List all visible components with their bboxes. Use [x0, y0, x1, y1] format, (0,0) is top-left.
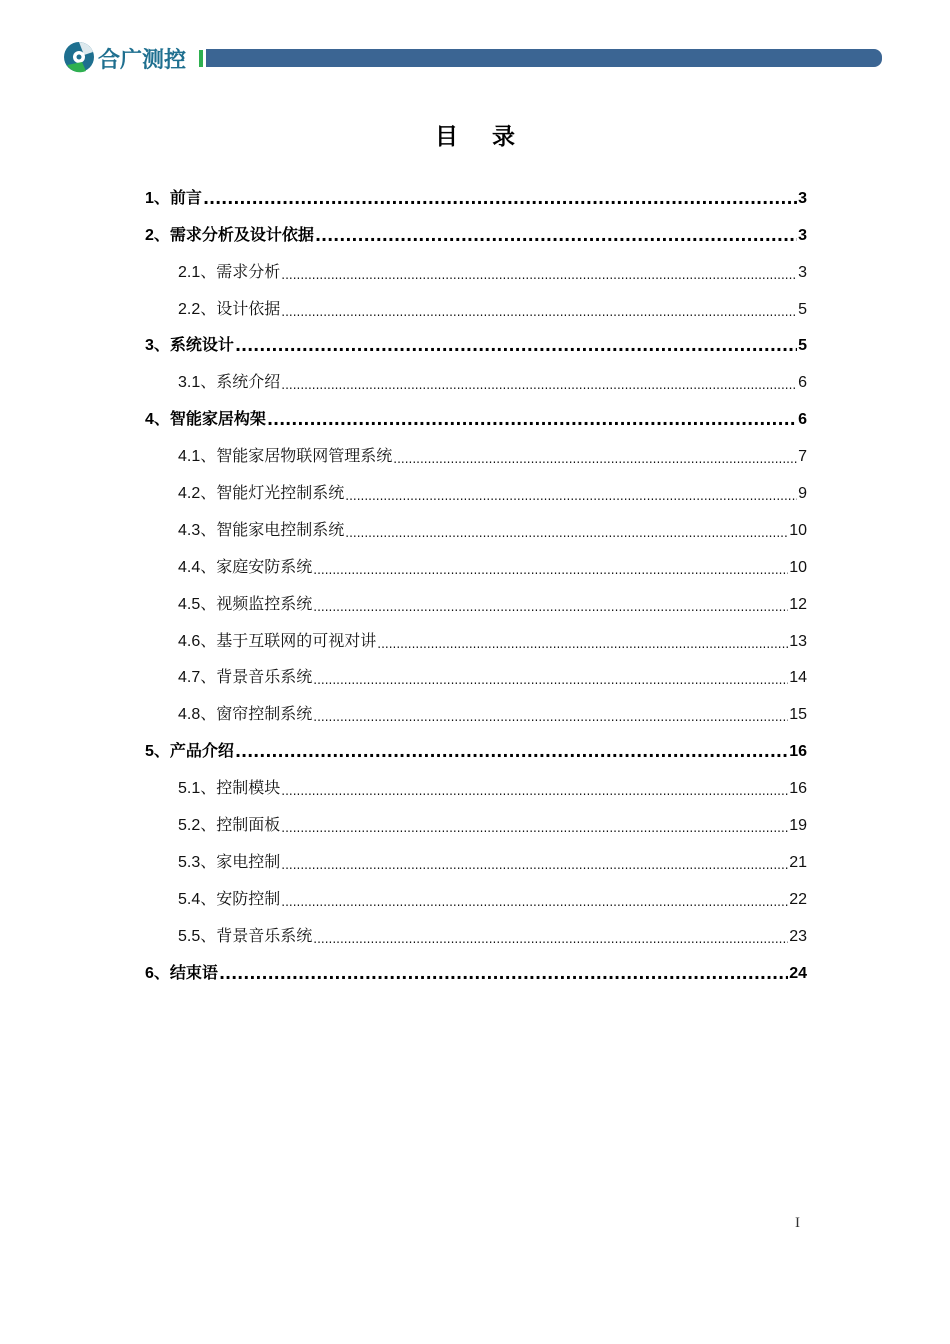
page-header	[62, 40, 882, 76]
toc-entry-label	[145, 337, 234, 354]
toc-entry-label	[145, 224, 314, 244]
toc-entry-text: 需求分析	[216, 261, 281, 281]
toc-entry-text: 需求分析及设计依据	[169, 224, 314, 244]
toc-entry-separator: 、	[153, 962, 170, 982]
toc-entry-separator: 、	[200, 261, 217, 281]
toc-entry-separator: 、	[153, 224, 170, 244]
toc-leader-dots	[281, 896, 788, 908]
toc-entry-number: 5.3	[178, 853, 201, 871]
toc-entry-page: 22	[789, 890, 807, 908]
toc-entry-number: 4.6	[178, 632, 201, 650]
toc-entry-label	[145, 962, 218, 982]
toc-leader-dots	[281, 822, 788, 834]
toc-leader-dots	[281, 785, 788, 797]
toc-entry-label	[178, 780, 280, 797]
toc-entry-page: 6	[798, 374, 807, 392]
toc-entry[interactable]	[145, 797, 807, 834]
toc-entry-text: 系统设计	[169, 335, 234, 355]
toc-leader-dots	[281, 306, 797, 318]
toc-leader-dots	[313, 674, 788, 686]
toc-leader-dots	[235, 338, 797, 354]
toc-entry-separator: 、	[200, 815, 217, 835]
toc-entry-number: 4.5	[178, 595, 201, 613]
toc-entry-page: 14	[789, 669, 807, 687]
toc-entry-label	[178, 556, 313, 576]
toc-entry[interactable]	[145, 391, 807, 428]
toc-entry-page: 19	[789, 817, 807, 835]
toc-entry-text: 控制模块	[216, 778, 281, 798]
toc-leader-dots	[315, 228, 797, 244]
toc-entry-text: 安防控制	[216, 888, 281, 908]
toc-entry-text: 窗帘控制系统	[216, 704, 313, 724]
toc-entry-separator: 、	[200, 593, 217, 613]
toc-entry[interactable]	[145, 354, 807, 391]
toc-entry-page: 6	[798, 411, 807, 429]
toc-entry-text: 产品介绍	[169, 741, 234, 761]
toc-entry-number: 2.2	[178, 300, 201, 318]
toc-entry-label	[178, 261, 281, 281]
toc-entry-separator: 、	[200, 446, 217, 466]
toc-entry-page: 10	[789, 558, 807, 576]
page-number: I	[795, 1215, 800, 1231]
toc-entry-number: 4.4	[178, 558, 201, 576]
toc-entry-label	[145, 411, 266, 428]
toc-entry-number: 4.7	[178, 669, 201, 687]
toc-entry-separator: 、	[200, 667, 217, 687]
toc-entry-label	[178, 925, 313, 945]
toc-entry-separator: 、	[200, 925, 217, 945]
toc-entry-number: 4	[145, 411, 154, 429]
toc-leader-dots	[345, 527, 788, 539]
toc-entry-label	[178, 519, 345, 539]
toc-entry-separator: 、	[153, 187, 170, 207]
toc-entry-number: 2.1	[178, 263, 201, 281]
toc-entry-text: 设计依据	[216, 298, 281, 318]
toc-entry-page: 21	[789, 853, 807, 871]
toc-entry[interactable]	[145, 207, 807, 244]
toc-entry[interactable]	[145, 613, 807, 650]
toc-entry-number: 5	[145, 743, 154, 761]
toc-entry-separator: 、	[200, 704, 217, 724]
toc-entry[interactable]	[145, 650, 807, 687]
table-of-contents	[145, 170, 807, 982]
toc-entry-label	[178, 298, 281, 318]
toc-entry-page: 23	[789, 927, 807, 945]
toc-entry[interactable]	[145, 318, 807, 355]
toc-entry[interactable]	[145, 428, 807, 465]
toc-entry-number: 1	[145, 189, 154, 207]
toc-entry-text: 背景音乐系统	[216, 667, 313, 687]
toc-entry[interactable]	[145, 834, 807, 871]
toc-entry-label	[178, 706, 312, 723]
toc-leader-dots	[281, 269, 797, 281]
header-bar	[206, 49, 882, 67]
toc-entry-label	[145, 187, 202, 207]
toc-entry-page: 3	[798, 226, 807, 244]
toc-leader-dots	[281, 379, 797, 391]
toc-entry-separator: 、	[200, 372, 217, 392]
toc-entry-page: 24	[789, 964, 807, 982]
toc-entry-label	[178, 669, 312, 686]
toc-entry-number: 5.4	[178, 890, 201, 908]
toc-leader-dots	[203, 191, 797, 207]
toc-leader-dots	[393, 453, 797, 465]
toc-entry[interactable]	[145, 686, 807, 723]
toc-leader-dots	[313, 711, 788, 723]
toc-leader-dots	[313, 601, 788, 613]
toc-entry-label	[178, 448, 392, 465]
toc-entry[interactable]	[145, 502, 807, 539]
toc-entry-separator: 、	[200, 519, 217, 539]
toc-entry-number: 4.2	[178, 485, 201, 503]
toc-entry-text: 智能家居构架	[169, 409, 266, 429]
toc-leader-dots	[281, 859, 788, 871]
toc-entry-number: 6	[145, 964, 154, 982]
toc-entry-separator: 、	[153, 409, 170, 429]
toc-entry-separator: 、	[200, 298, 217, 318]
toc-entry-text: 前言	[169, 187, 202, 207]
toc-entry-text: 智能家电控制系统	[216, 519, 345, 539]
toc-entry-text: 视频监控系统	[216, 593, 313, 613]
toc-leader-dots	[345, 490, 797, 502]
toc-entry[interactable]	[145, 871, 807, 908]
toc-entry-label	[178, 888, 281, 908]
toc-entry-page: 9	[798, 485, 807, 503]
toc-entry[interactable]	[145, 760, 807, 797]
toc-entry-number: 3.1	[178, 374, 201, 392]
toc-entry[interactable]	[145, 244, 807, 281]
toc-entry-text: 家庭安防系统	[216, 556, 313, 576]
toc-entry-page: 10	[789, 521, 807, 539]
toc-entry-number: 5.2	[178, 817, 201, 835]
toc-entry-page: 3	[798, 263, 807, 281]
toc-entry-separator: 、	[200, 630, 217, 650]
toc-title	[0, 118, 950, 151]
toc-entry-text: 控制面板	[216, 815, 281, 835]
toc-entry-text: 系统介绍	[216, 372, 281, 392]
toc-leader-dots	[313, 933, 788, 945]
toc-entry-label	[178, 374, 280, 391]
toc-entry-page: 15	[789, 706, 807, 724]
toc-entry-separator: 、	[200, 556, 217, 576]
toc-entry-text: 家电控制	[216, 851, 281, 871]
toc-entry-number: 5.5	[178, 927, 201, 945]
title-char-1: 目	[435, 124, 458, 150]
toc-entry-page: 5	[798, 300, 807, 318]
toc-entry[interactable]	[145, 465, 807, 502]
toc-entry-separator: 、	[200, 888, 217, 908]
toc-entry-separator: 、	[153, 741, 170, 761]
toc-entry-separator: 、	[200, 778, 217, 798]
toc-entry[interactable]	[145, 908, 807, 945]
toc-entry[interactable]	[145, 945, 807, 982]
toc-entry-separator: 、	[200, 483, 217, 503]
toc-entry[interactable]	[145, 576, 807, 613]
toc-entry-text: 结束语	[169, 962, 218, 982]
toc-leader-dots	[313, 564, 788, 576]
toc-entry[interactable]	[145, 281, 807, 318]
toc-entry[interactable]	[145, 723, 807, 760]
toc-entry-text: 智能灯光控制系统	[216, 483, 345, 503]
toc-entry-page: 16	[789, 780, 807, 798]
toc-entry-text: 背景音乐系统	[216, 925, 313, 945]
toc-entry[interactable]	[145, 539, 807, 576]
toc-entry-label	[178, 851, 281, 871]
toc-entry-page: 13	[789, 632, 807, 650]
toc-entry-page: 12	[789, 595, 807, 613]
toc-entry-label	[178, 485, 344, 502]
toc-entry-label	[145, 743, 234, 760]
toc-entry-number: 3	[145, 337, 154, 355]
toc-leader-dots	[267, 412, 797, 428]
toc-entry-page: 7	[798, 448, 807, 466]
toc-entry-separator: 、	[153, 335, 170, 355]
toc-entry-page: 3	[798, 189, 807, 207]
toc-entry-label	[178, 817, 280, 834]
toc-entry-number: 4.3	[178, 521, 201, 539]
toc-entry-number: 4.8	[178, 706, 201, 724]
title-char-2: 录	[492, 124, 515, 150]
company-name: 合广测控	[98, 48, 187, 73]
toc-entry-number: 5.1	[178, 780, 201, 798]
toc-entry-text: 基于互联网的可视对讲	[216, 630, 377, 650]
toc-entry-separator: 、	[200, 851, 217, 871]
toc-leader-dots	[377, 638, 788, 650]
toc-leader-dots	[219, 966, 788, 982]
toc-entry-number: 2	[145, 226, 154, 244]
toc-entry-page: 5	[798, 337, 807, 355]
toc-entry[interactable]	[145, 170, 807, 207]
company-logo-icon	[62, 40, 96, 74]
toc-entry-number: 4.1	[178, 448, 201, 466]
toc-entry-text: 智能家居物联网管理系统	[216, 446, 393, 466]
toc-entry-page: 16	[789, 743, 807, 761]
toc-leader-dots	[235, 744, 788, 760]
toc-entry-label	[178, 593, 313, 613]
toc-entry-label	[178, 630, 377, 650]
header-accent-mark	[199, 50, 203, 67]
